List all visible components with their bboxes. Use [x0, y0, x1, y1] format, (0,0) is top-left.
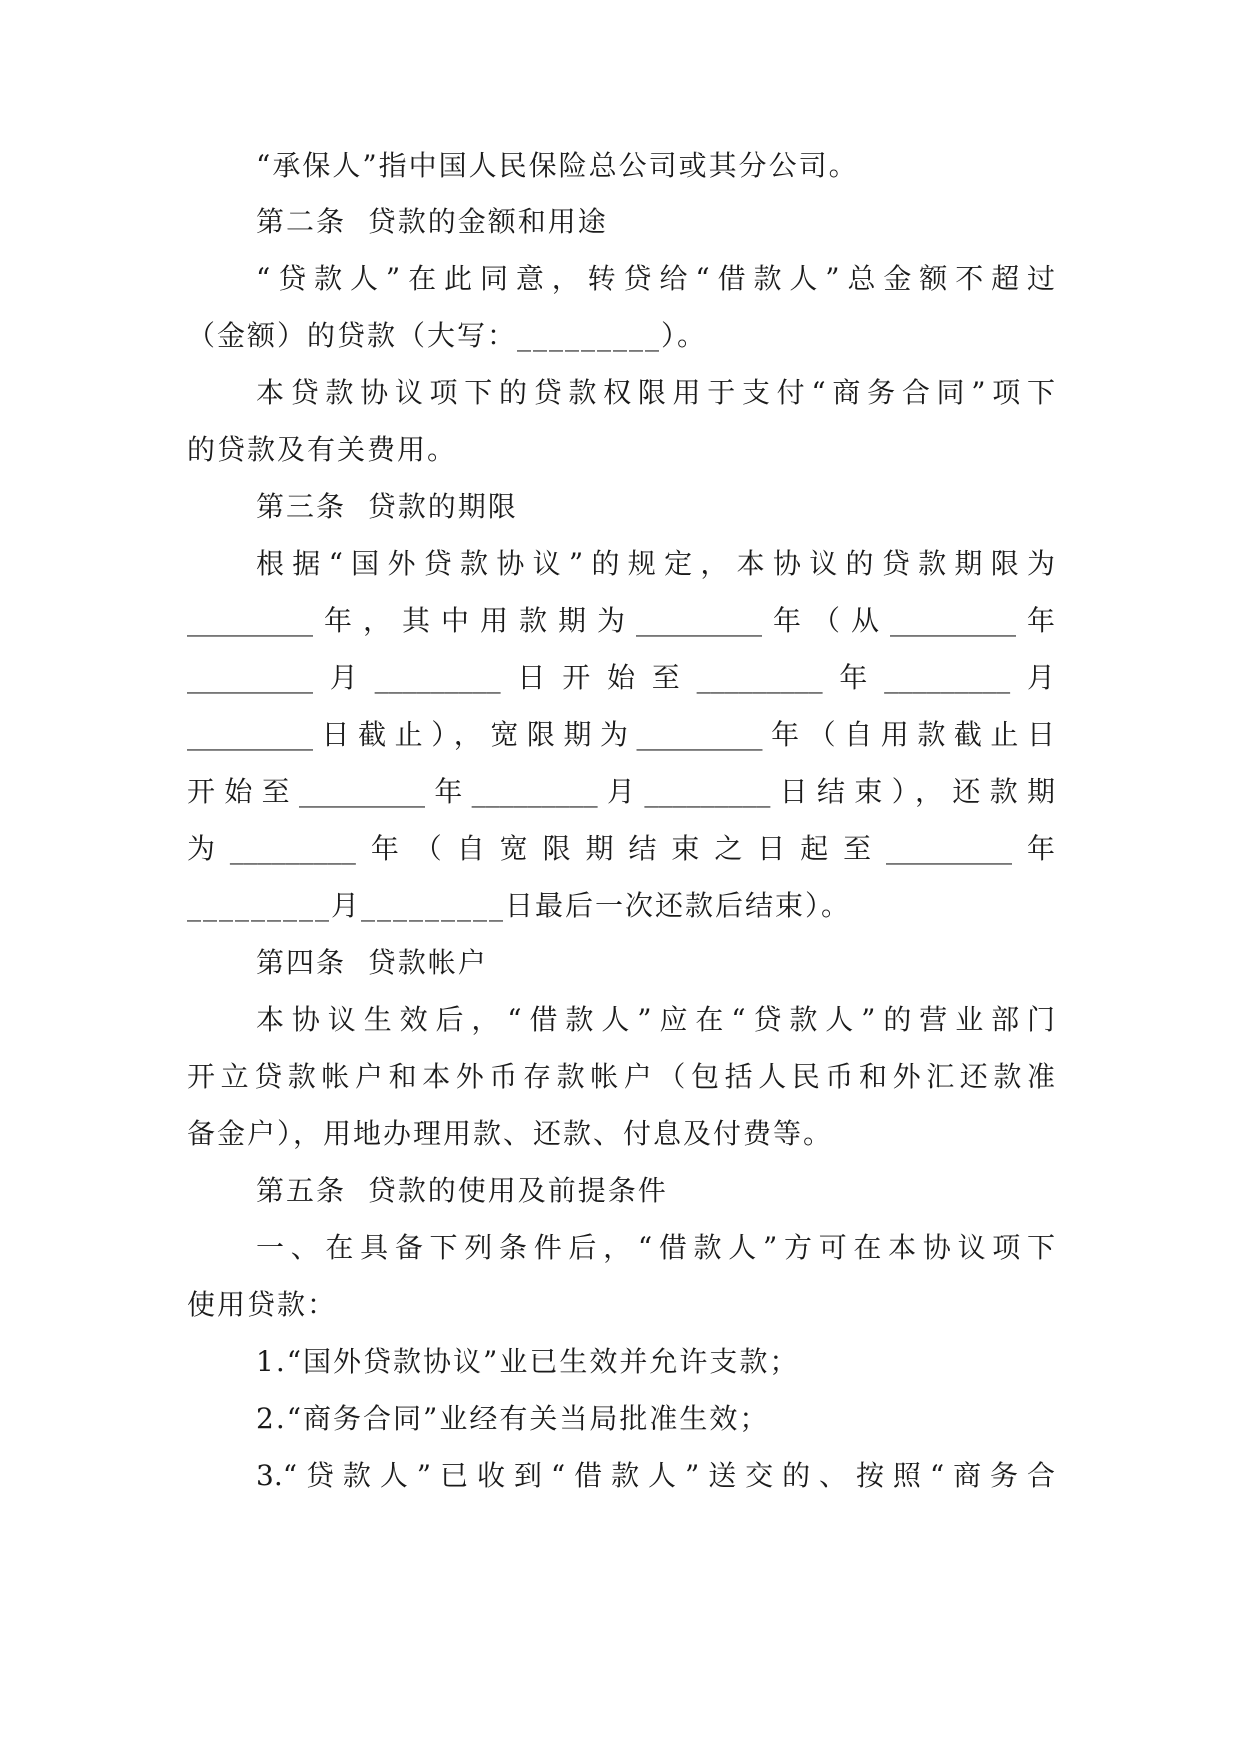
article-heading: 第二条 贷款的金额和用途	[256, 205, 608, 238]
list-item: 3.“贷款人”已收到“借款人”送交的、按照“商务合	[256, 1459, 1055, 1492]
paragraph-line: 开始至_________年_________月_________日结束），还款期	[187, 775, 1055, 808]
article-heading: 第三条 贷款的期限	[256, 490, 518, 523]
paragraph-line: 的贷款及有关费用。	[187, 433, 458, 466]
article-heading: 第四条 贷款帐户	[256, 946, 488, 979]
paragraph-line: 备金户），用地办理用款、还款、付息及付费等。	[187, 1117, 834, 1150]
paragraph-line: 一、在具备下列条件后，“借款人”方可在本协议项下	[256, 1231, 1055, 1264]
paragraph-line: 根据“国外贷款协议”的规定，本协议的贷款期限为	[256, 547, 1055, 580]
paragraph-line: 使用贷款：	[187, 1288, 338, 1321]
paragraph-line: （金额）的贷款（大写：_________）。	[187, 319, 708, 352]
paragraph-line: _________月_________日开始至_________年_________月	[187, 661, 1055, 694]
article-heading: 第五条 贷款的使用及前提条件	[256, 1174, 668, 1207]
paragraph-line: “承保人”指中国人民保险总公司或其分公司。	[256, 149, 859, 182]
paragraph-line: _________日截止），宽限期为_________年（自用款截止日	[187, 718, 1055, 751]
paragraph-line: 本贷款协议项下的贷款权限用于支付“商务合同”项下	[256, 376, 1055, 409]
paragraph-line: “贷款人”在此同意，转贷给“借款人”总金额不超过	[256, 262, 1055, 295]
paragraph-line: _________月_________日最后一次还款后结束）。	[187, 889, 852, 922]
paragraph-line: _________年，其中用款期为_________年（从_________年	[187, 604, 1055, 637]
paragraph-line: 本协议生效后，“借款人”应在“贷款人”的营业部门	[256, 1003, 1055, 1036]
list-item: 2.“商务合同”业经有关当局批准生效；	[256, 1402, 770, 1435]
paragraph-line: 为_________年（自宽限期结束之日起至_________年	[187, 832, 1055, 865]
paragraph-line: 开立贷款帐户和本外币存款帐户（包括人民币和外汇还款准	[187, 1060, 1055, 1093]
list-item: 1.“国外贷款协议”业已生效并允许支款；	[256, 1345, 800, 1378]
